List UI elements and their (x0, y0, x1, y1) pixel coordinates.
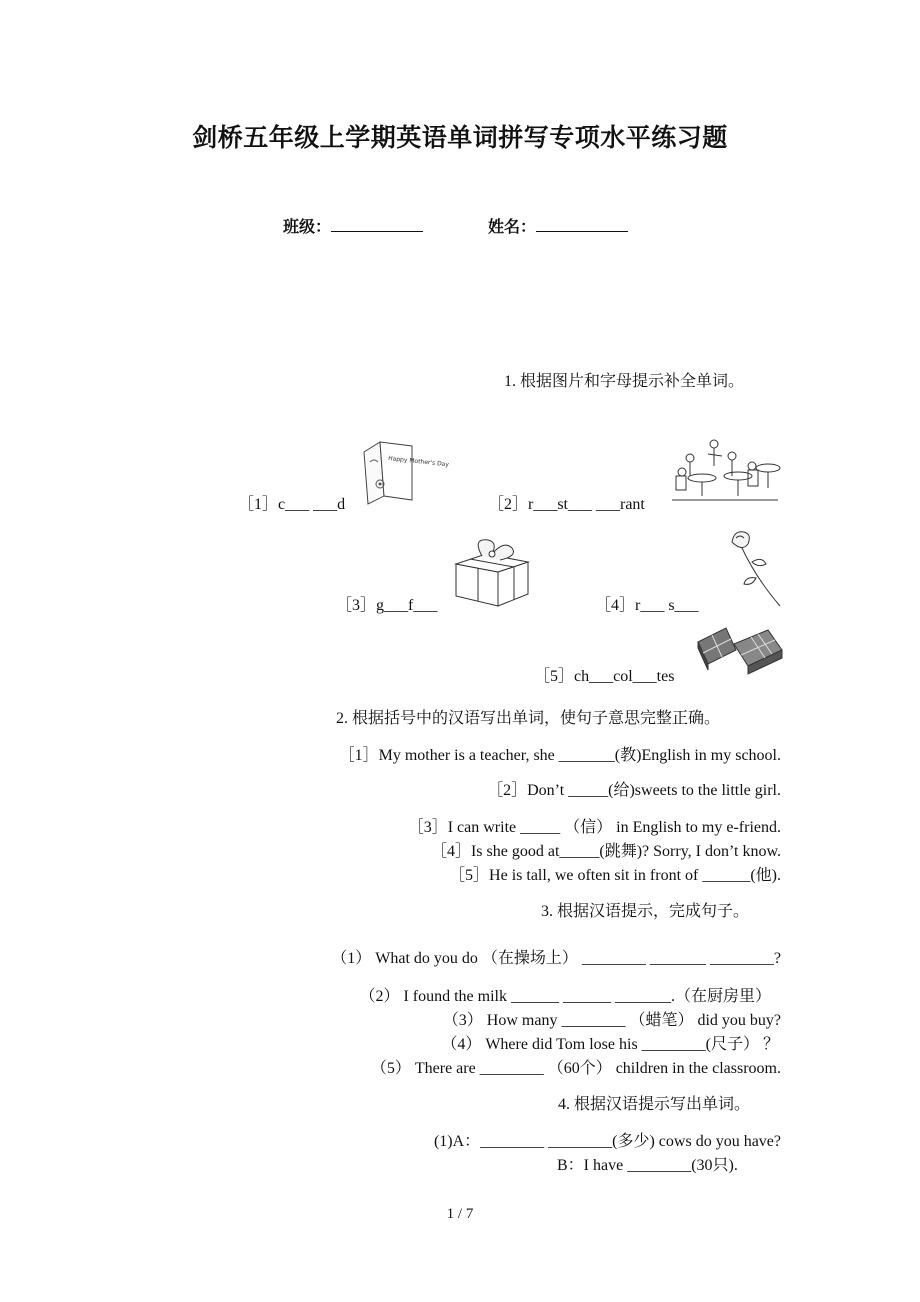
section2-item-2: ［2］Don’t _____(给)sweets to the little girl. (487, 782, 781, 799)
section3-heading: 3. 根据汉语提示，完成句子。 (541, 903, 750, 920)
page-number: 1 / 7 (446, 1206, 474, 1222)
restaurant-picture (668, 436, 782, 508)
section2-item-5: ［5］He is tall, we often sit in front of ______(他). (449, 867, 781, 884)
section4-item-1: (1)A：________ ________(多少) cows do you have? (433, 1133, 781, 1150)
section1-item-4: ［4］r___ s___ (595, 597, 699, 614)
section3-item-3: （3） How many ________ （蜡笔） did you buy? (442, 1012, 781, 1029)
section3-item-5: （5） There are ________ （60个） children in the classroom. (370, 1060, 781, 1077)
name-field (488, 214, 628, 237)
section1-item-2: ［2］r___st___ ___rant (488, 496, 645, 513)
card-picture (358, 438, 450, 506)
section1-item-3: ［3］g___f___ (336, 597, 438, 614)
section3-item-1: （1） What do you do （在操场上） ________ _______ ________? (331, 950, 781, 967)
chocolate-picture (696, 622, 784, 680)
section2-item-3: ［3］I can write _____ （信） in English to my e-friend. (407, 819, 781, 836)
section4-item-2: B：I have ________(30只). (557, 1157, 738, 1174)
section2-heading: 2. 根据括号中的汉语写出单词，使句子意思完整正确。 (336, 710, 721, 727)
card-text: Happy Mother's Day (387, 455, 450, 469)
section2-item-4: ［4］Is she good at_____(跳舞)? Sorry, I don’t know. (430, 843, 781, 860)
page-title: 剑桥五年级上学期英语单词拼写专项水平练习题 (192, 123, 728, 152)
section3-item-2: （2） I found the milk ______ ______ _______.（在厨房里） (359, 988, 771, 1005)
gift-picture (452, 532, 532, 608)
class-blank[interactable] (331, 217, 423, 232)
class-label: 班级： (283, 217, 332, 236)
name-label: 姓名： (488, 217, 537, 236)
section1-item-1: ［1］c___ ___d (238, 496, 346, 513)
section1-item-5: ［5］ch___col___tes (534, 668, 675, 685)
class-field (283, 214, 423, 237)
section3-item-4: （4） Where did Tom lose his ________(尺子） ？ (441, 1036, 779, 1053)
section2-item-1: ［1］My mother is a teacher, she _______(教)English in my school. (338, 747, 781, 764)
section1-heading: 1. 根据图片和字母提示补全单词。 (504, 373, 745, 390)
rose-picture (726, 528, 784, 610)
section4-heading: 4. 根据汉语提示写出单词。 (558, 1096, 751, 1113)
name-blank[interactable] (536, 217, 628, 232)
